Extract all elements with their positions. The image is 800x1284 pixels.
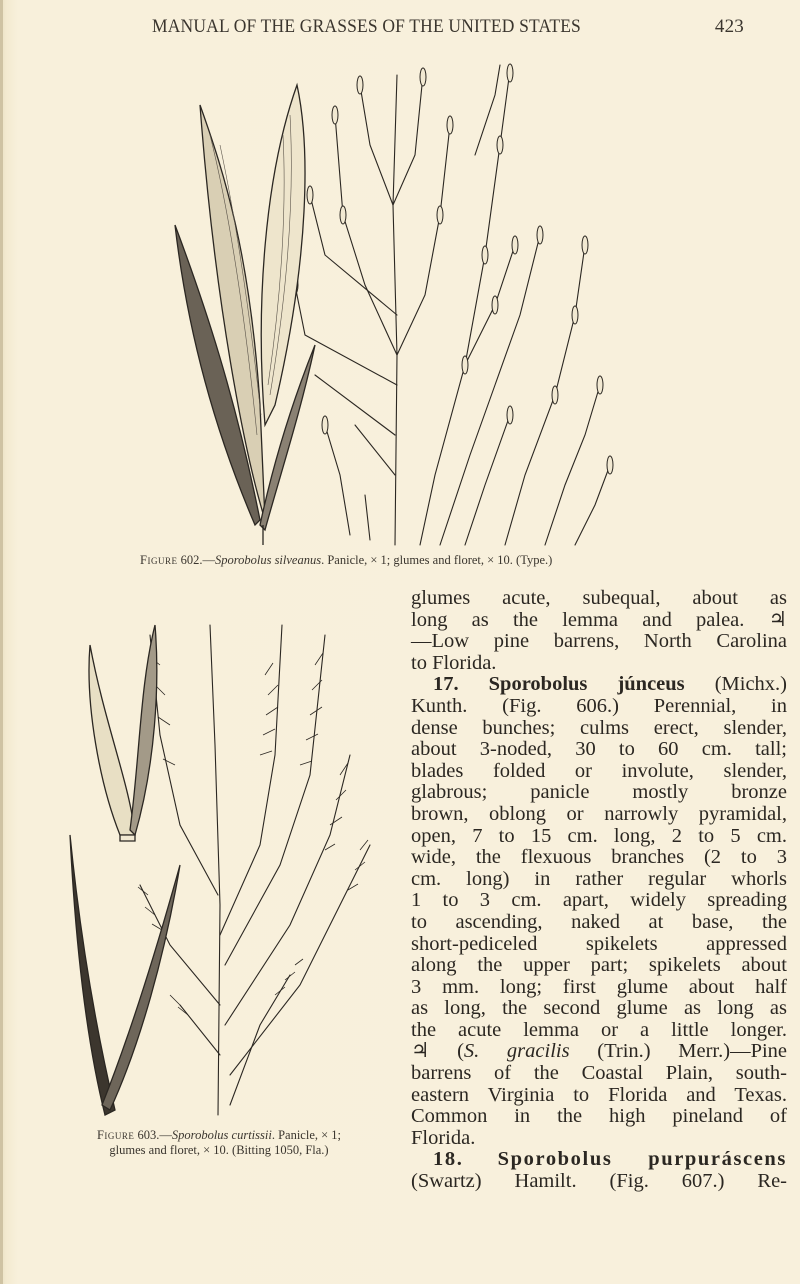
figure-caption-line2: glumes and floret, × 10. (Bitting 1050, Fla.) <box>109 1143 329 1157</box>
figure-603-illustration <box>60 605 390 1120</box>
figure-602-illustration <box>165 55 635 547</box>
text-line: blades folded or involute, slender, <box>411 759 787 782</box>
running-head-title: MANUAL OF THE GRASSES OF THE UNITED STATES <box>152 16 581 37</box>
page-edge <box>0 0 3 1284</box>
figure-caption-text: . Panicle, × 1; glumes and floret, × 10. (Type.) <box>321 553 553 567</box>
entry-18-heading <box>411 1149 787 1171</box>
figure-label: Figure <box>140 553 178 567</box>
text-line: Kunth. (Fig. 606.) Perennial, in <box>411 694 787 717</box>
text-line: 1 to 3 cm. apart, widely spreading <box>411 889 787 912</box>
page-number: 423 <box>714 16 744 37</box>
synonym-line <box>411 1041 787 1063</box>
figure-label: Figure <box>96 1128 135 1142</box>
text-line: Common in the high pineland of <box>411 1105 787 1128</box>
text-line: the acute lemma or a little longer. <box>411 1018 787 1041</box>
entry-number: 18. <box>433 1148 464 1171</box>
text-line: eastern Virginia to Florida and Texas. <box>411 1083 787 1106</box>
perennial-symbol-icon: ♃ <box>411 1040 430 1063</box>
text-line: glumes acute, subequal, about as <box>411 587 787 609</box>
body-text-column <box>411 588 787 1193</box>
synonym-open: ( <box>457 1040 464 1063</box>
entry-number: 17. <box>433 673 459 696</box>
figure-number: 602. <box>180 553 203 567</box>
figure-species: Sporobolus silveanus <box>214 553 322 567</box>
running-head <box>152 16 752 38</box>
text-line: along the upper part; spikelets about <box>411 954 787 977</box>
text-line: open, 7 to 15 cm. long, 2 to 5 cm. <box>411 824 787 847</box>
figure-species: Sporobolus curtissii <box>171 1128 272 1142</box>
text-line: as long, the second glume as long as <box>411 997 787 1020</box>
text-line: to ascending, naked at base, the <box>411 910 787 933</box>
text-line: Florida. <box>411 1126 476 1149</box>
text-line: brown, oblong or narrowly pyramidal, <box>411 802 787 825</box>
species-name: Sporobolus purpuráscens <box>497 1148 787 1171</box>
text-line: —Low pine barrens, North Carolina <box>411 630 787 653</box>
species-name: Sporobolus júnceus <box>488 673 685 696</box>
text-line: (Swartz) Hamilt. (Fig. 607.) Re- <box>411 1170 787 1193</box>
text-line: wide, the flexuous branches (2 to 3 <box>411 846 787 869</box>
text-line: short-pediceled spikelets appressed <box>411 932 787 955</box>
grass-panicle-drawing-icon <box>165 55 635 547</box>
figure-number: 603. <box>137 1128 160 1142</box>
text-line: barrens of the Coastal Plain, south- <box>411 1062 787 1085</box>
text-line: about 3-noded, 30 to 60 cm. tall; <box>411 738 787 761</box>
text-line: 3 mm. long; first glume about half <box>411 975 787 998</box>
text-line: cm. long) in rather regular whorls <box>411 867 787 890</box>
text-line: to Florida. <box>411 651 497 674</box>
authority: (Michx.) <box>714 673 787 696</box>
grass-panicle-drawing-icon <box>60 605 390 1120</box>
synonym-name: S. gracilis <box>463 1040 570 1063</box>
text-line: glabrous; panicle mostly bronze <box>411 781 787 804</box>
entry-17-heading <box>411 674 787 696</box>
synonym-rest: (Trin.) Merr.)—Pine <box>597 1040 788 1063</box>
figure-caption-text: . Panicle, × 1; <box>271 1128 342 1142</box>
text-line: long as the lemma and palea. ♃ <box>411 608 787 631</box>
figure-603-caption: Figure 603.—Sporobolus curtissii. Panicle, × 1; glumes and floret, × 10. (Bitting 1050, Fla.) <box>44 1128 394 1158</box>
text-line: dense bunches; culms erect, slender, <box>411 716 787 739</box>
figure-602-caption: Figure 602.—Sporobolus silveanus. Panicle, × 1; glumes and floret, × 10. (Type.) <box>140 553 553 567</box>
